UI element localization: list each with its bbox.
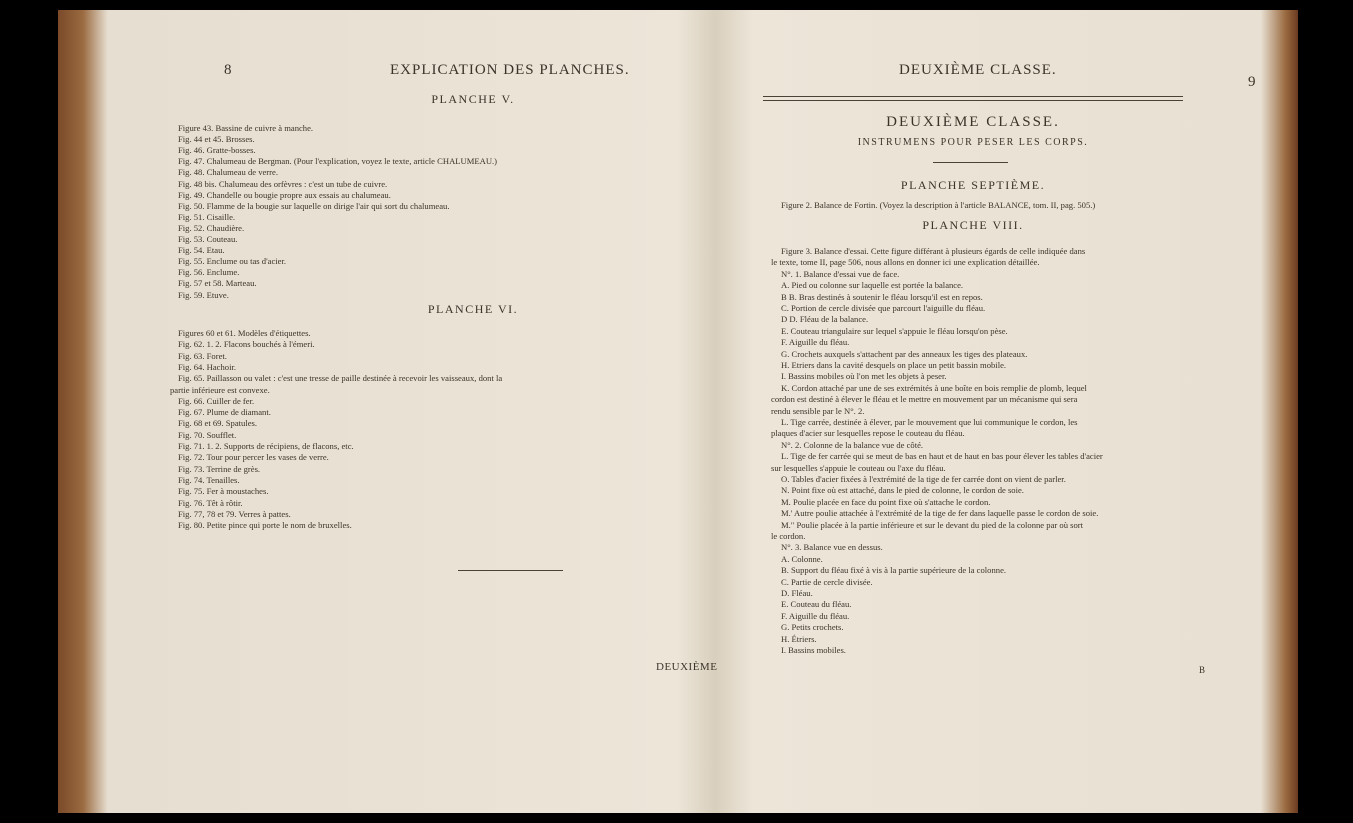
list-line: partie inférieure est convexe.	[170, 384, 270, 395]
header-double-rule	[763, 96, 1183, 101]
list-line: Figure 3. Balance d'essai. Cette figure différant à plusieurs égards de celle indiquée dans	[781, 246, 1086, 256]
list-line: D D. Fléau de la balance.	[781, 314, 869, 325]
plate7-title: PLANCHE SEPTIÈME.	[900, 178, 1046, 192]
list-line: Fig. 75. Fer à moustaches.	[178, 486, 269, 497]
end-rule	[458, 570, 563, 571]
list-line: H. Étriers.	[781, 633, 817, 644]
section-rule	[933, 162, 1008, 163]
list-line: Fig. 63. Foret.	[178, 350, 227, 361]
plate7-line: Figure 2. Balance de Fortin. (Voyez la description à l'article BALANCE, tom. II, pag. 505.)	[781, 200, 1096, 210]
list-line: C. Portion de cercle divisée que parcourt l'aiguille du fléau.	[781, 303, 986, 313]
class-title: DEUXIÈME CLASSE.	[886, 114, 1060, 130]
list-line: K. Cordon attaché par une de ses extrémités à une boîte en bois remplie de plomb, lequel	[781, 382, 1087, 393]
list-line: le cordon.	[771, 531, 806, 541]
list-line: Fig. 74. Tenailles.	[178, 474, 240, 485]
list-line: N°. 1. Balance d'essai vue de face.	[781, 268, 900, 279]
list-line: Fig. 70. Soufflet.	[178, 429, 237, 440]
list-line: Fig. 76. Têt à rôtir.	[178, 497, 243, 508]
list-line: Fig. 56. Enclume.	[178, 267, 240, 278]
class-subtitle: INSTRUMENS POUR PESER LES CORPS.	[857, 137, 1089, 148]
list-line: C. Partie de cercle divisée.	[781, 576, 873, 587]
list-line: D. Fléau.	[781, 588, 813, 598]
plate6-title: PLANCHE VI.	[427, 302, 519, 316]
list-line: I. Bassins mobiles.	[781, 645, 846, 655]
list-line: Fig. 64. Hachoir.	[178, 361, 237, 372]
list-line: Fig. 54. Etau.	[178, 245, 225, 256]
list-line: N°. 3. Balance vue en dessus.	[781, 542, 883, 553]
list-line: Fig. 57 et 58. Marteau.	[178, 278, 257, 289]
list-line: N. Point fixe où est attaché, dans le pied de colonne, le cordon de soie.	[781, 485, 1024, 496]
list-line: Fig. 50. Flamme de la bougie sur laquelle on dirige l'air qui sort du chalumeau.	[178, 200, 450, 211]
list-line: Fig. 67. Plume de diamant.	[178, 407, 271, 418]
list-line: B. Support du fléau fixé à vis à la partie supérieure de la colonne.	[781, 565, 1007, 576]
book-spread	[58, 10, 1298, 813]
list-line: cordon est destiné à élever le fléau et le mettre en mouvement par un mécanisme qui sera	[771, 394, 1078, 405]
list-line: Fig. 77, 78 et 79. Verres à pattes.	[178, 508, 291, 519]
plate5-title: PLANCHE V.	[431, 92, 515, 106]
list-line: Fig. 44 et 45. Brosses.	[178, 134, 255, 145]
list-line: Fig. 47. Chalumeau de Bergman. (Pour l'explication, voyez le texte, article CHALUMEAU.)	[178, 156, 498, 167]
plate8-title: PLANCHE VIII.	[922, 218, 1024, 232]
list-line: Fig. 72. Tour pour percer les vases de verre.	[178, 452, 329, 463]
list-line: Fig. 65. Paillasson ou valet : c'est une tresse de paille destinée à recevoir les vaisseaux, dont la	[178, 373, 503, 384]
right-running-head: DEUXIÈME CLASSE.	[899, 62, 1057, 78]
list-line: Fig. 68 et 69. Spatules.	[178, 418, 258, 429]
list-line: Fig. 48 bis. Chalumeau des orfèvres : c'est un tube de cuivre.	[178, 178, 388, 189]
list-line: G. Crochets auxquels s'attachent par des anneaux les tiges des plateaux.	[781, 348, 1028, 359]
list-line: M.' Autre poulie attachée à l'extrémité de la tige de fer dans laquelle passe le cordon de soie.	[781, 508, 1099, 519]
list-line: Fig. 73. Terrine de grès.	[178, 463, 261, 474]
list-line: A. Pied ou colonne sur laquelle est portée la balance.	[781, 280, 964, 291]
catchword: DEUXIÈME	[656, 661, 718, 673]
list-line: Fig. 52. Chaudière.	[178, 222, 245, 233]
list-line: Fig. 59. Etuve.	[178, 289, 229, 300]
list-line: Fig. 51. Cisaille.	[178, 211, 236, 222]
list-line: Fig. 48. Chalumeau de verre.	[178, 167, 278, 178]
list-line: E. Couteau du fléau.	[781, 599, 852, 610]
list-line: Fig. 55. Enclume ou tas d'acier.	[178, 256, 286, 267]
right-page-number: 9	[1248, 74, 1256, 90]
list-line: Figures 60 et 61. Modèles d'étiquettes.	[178, 328, 311, 338]
list-line: Fig. 66. Cuiller de fer.	[178, 395, 255, 406]
list-line: Fig. 46. Gratte-bosses.	[178, 145, 256, 156]
list-line: plaques d'acier sur lesquelles repose le couteau du fléau.	[771, 428, 965, 439]
list-line: Fig. 71. 1. 2. Supports de récipiens, de flacons, etc.	[178, 441, 354, 451]
list-line: H. Etriers dans la cavité desquels on place un petit bassin mobile.	[781, 360, 1007, 370]
left-page-number: 8	[224, 62, 232, 78]
left-page	[128, 10, 748, 813]
list-line: Fig. 53. Couteau.	[178, 234, 238, 244]
list-line: I. Bassins mobiles où l'on met les objets à peser.	[781, 371, 947, 382]
list-line: M." Poulie placée à la partie inférieure et sur le devant du pied de la colonne par où sort	[781, 519, 1084, 530]
list-line: Fig. 80. Petite pince qui porte le nom de bruxelles.	[178, 520, 352, 531]
list-line: L. Tige de fer carrée qui se meut de bas en haut et de haut en bas pour élever les tables d'acier	[781, 451, 1103, 462]
list-line: A. Colonne.	[781, 553, 823, 564]
right-page	[763, 10, 1303, 813]
list-line: le texte, tome II, page 506, nous allons en donner ici une explication détaillée.	[771, 257, 1040, 268]
list-line: E. Couteau triangulaire sur lequel s'appuie le fléau lorsqu'on pèse.	[781, 325, 1008, 336]
list-line: G. Petits crochets.	[781, 622, 844, 633]
list-line: Fig. 62. 1. 2. Flacons bouchés à l'émeri.	[178, 339, 315, 350]
list-line: F. Aiguille du fléau.	[781, 610, 850, 621]
signature-mark: B	[1199, 665, 1206, 675]
list-line: sur lesquelles s'appuie le couteau ou l'axe du fléau.	[771, 462, 946, 473]
list-line: M. Poulie placée en face du point fixe où s'attache le cordon.	[781, 496, 991, 507]
list-line: B B. Bras destinés à soutenir le fléau lorsqu'il est en repos.	[781, 291, 983, 302]
list-line: Figure 43. Bassine de cuivre à manche.	[178, 123, 314, 133]
left-running-head: EXPLICATION DES PLANCHES.	[390, 62, 630, 78]
list-line: Fig. 49. Chandelle ou bougie propre aux essais au chalumeau.	[178, 189, 391, 200]
list-line: N°. 2. Colonne de la balance vue de côté.	[781, 439, 924, 450]
list-line: F. Aiguille du fléau.	[781, 337, 850, 348]
list-line: rendu sensible par le N°. 2.	[771, 405, 865, 416]
list-line: L. Tige carrée, destinée à élever, par le mouvement que lui communique le cordon, les	[781, 417, 1078, 427]
list-line: O. Tables d'acier fixées à l'extrémité de la tige de fer carrée dont on vient de parler.	[781, 474, 1066, 484]
